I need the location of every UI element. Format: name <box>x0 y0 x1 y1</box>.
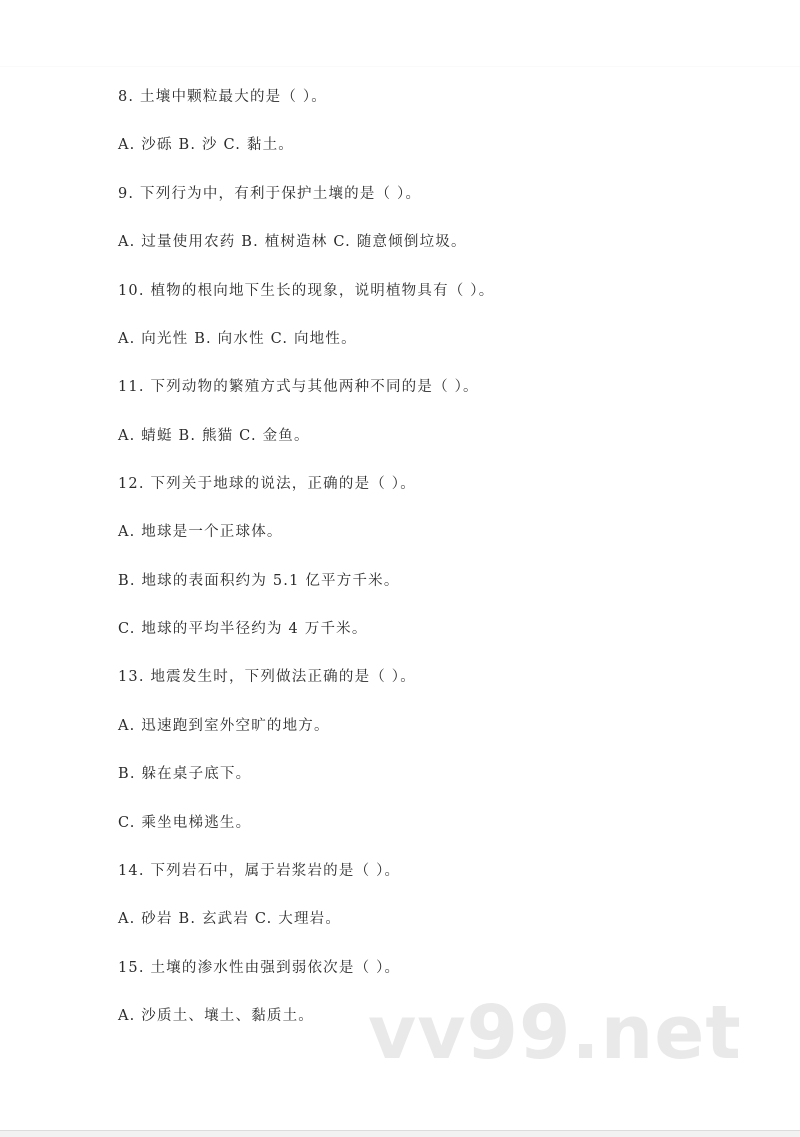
question-11: 11. 下列动物的繁殖方式与其他两种不同的是（ ）。 <box>118 379 479 395</box>
question-10: 10. 植物的根向地下生长的现象，说明植物具有（ ）。 <box>118 283 495 299</box>
question-15: 15. 土壤的渗水性由强到弱依次是（ ）。 <box>118 960 401 976</box>
question-12-option-a: A. 地球是一个正球体。 <box>118 524 283 540</box>
question-10-options: A. 向光性 B. 向水性 C. 向地性。 <box>118 331 357 347</box>
question-11-options: A. 蜻蜓 B. 熊猫 C. 金鱼。 <box>118 428 310 444</box>
page-top-edge <box>0 66 800 67</box>
question-14: 14. 下列岩石中，属于岩浆岩的是（ ）。 <box>118 863 401 879</box>
question-8-options: A. 沙砾 B. 沙 C. 黏土。 <box>118 137 294 153</box>
question-12: 12. 下列关于地球的说法，正确的是（ ）。 <box>118 476 416 492</box>
question-15-option-a: A. 沙质土、壤土、黏质土。 <box>118 1008 314 1024</box>
question-12-option-b: B. 地球的表面积约为 5.1 亿平方千米。 <box>118 573 400 589</box>
question-9: 9. 下列行为中，有利于保护土壤的是（ ）。 <box>118 186 422 202</box>
question-9-options: A. 过量使用农药 B. 植树造林 C. 随意倾倒垃圾。 <box>118 234 467 250</box>
question-13-option-b: B. 躲在桌子底下。 <box>118 766 252 782</box>
question-12-option-c: C. 地球的平均半径约为 4 万千米。 <box>118 621 368 637</box>
question-13-option-c: C. 乘坐电梯逃生。 <box>118 815 252 831</box>
question-14-options: A. 砂岩 B. 玄武岩 C. 大理岩。 <box>118 911 342 927</box>
question-13-option-a: A. 迅速跑到室外空旷的地方。 <box>118 718 330 734</box>
watermark-text: vv99.net <box>368 990 742 1076</box>
question-8: 8. 土壤中颗粒最大的是（ ）。 <box>118 89 328 105</box>
question-13: 13. 地震发生时，下列做法正确的是（ ）。 <box>118 669 416 685</box>
